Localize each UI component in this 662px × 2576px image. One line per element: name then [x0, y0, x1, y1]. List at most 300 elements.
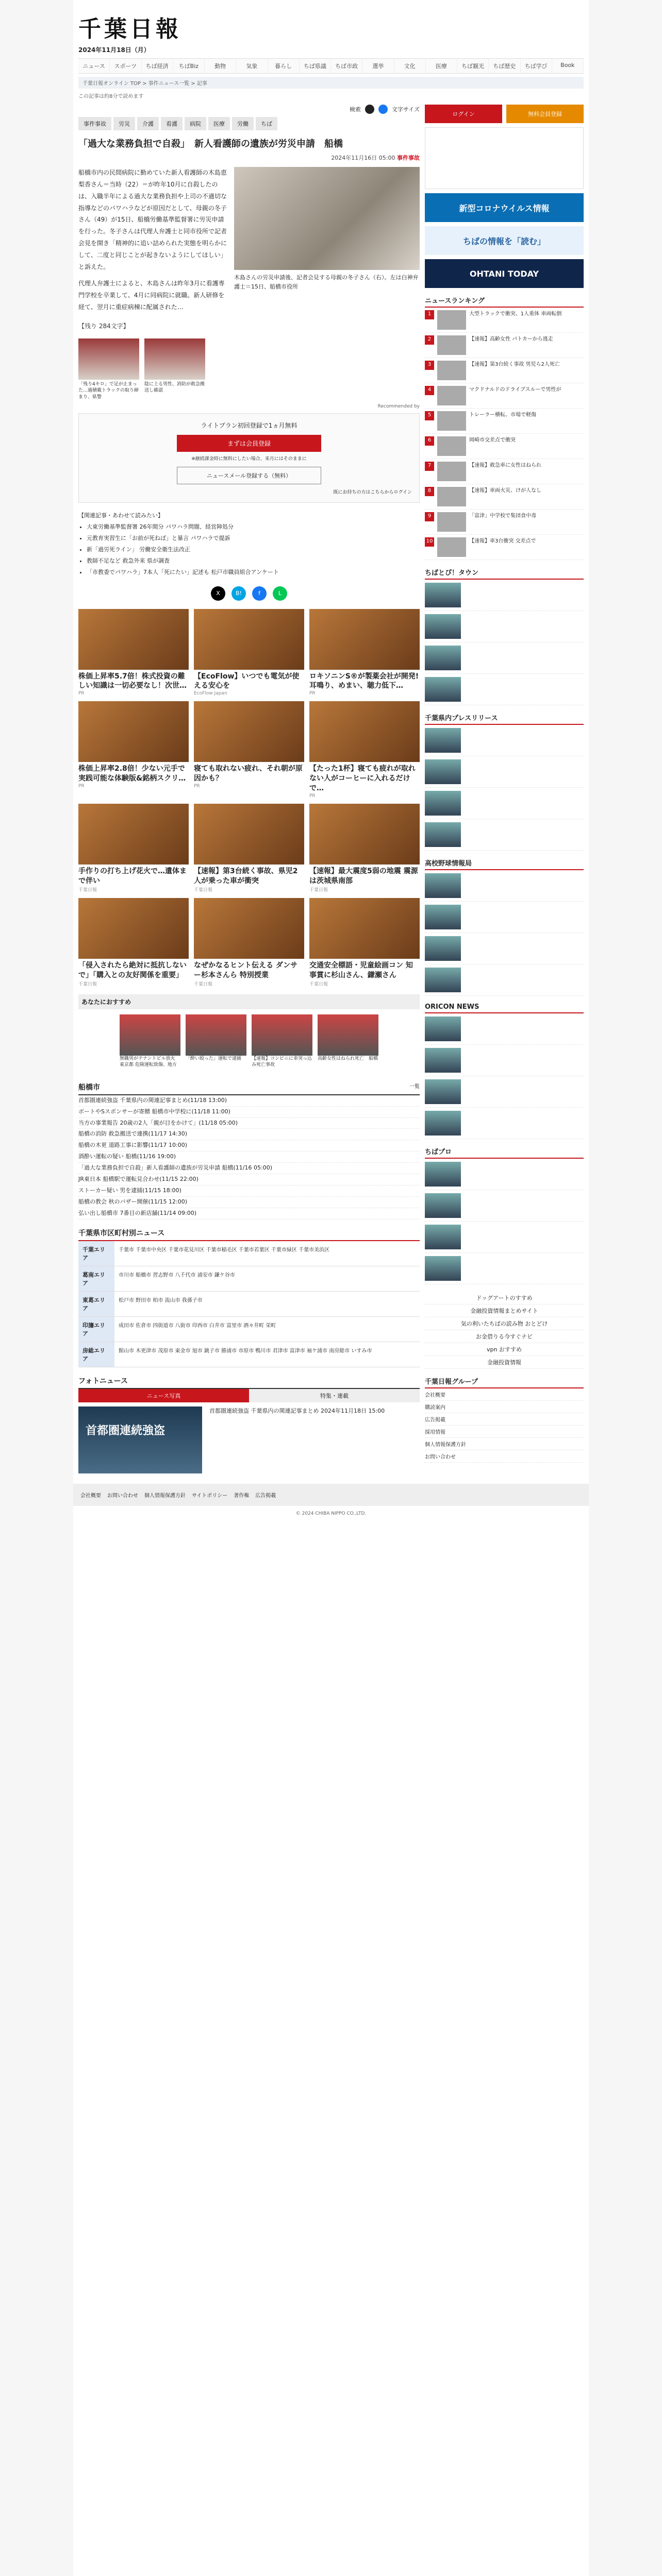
covid-banner[interactable]: 新型コロナウイルス情報	[425, 193, 584, 222]
group-link[interactable]: 採用情報	[425, 1426, 584, 1438]
rank-number: 7	[425, 462, 434, 471]
news-item[interactable]	[78, 1095, 420, 1107]
chibapro-image	[425, 1225, 461, 1249]
oricon-image	[425, 1048, 461, 1073]
page	[73, 0, 589, 2576]
ranking-list	[425, 308, 584, 560]
main-column	[78, 101, 420, 1473]
chibapro-image	[425, 1193, 461, 1218]
news-date: (11/15 18:00)	[142, 1187, 181, 1194]
news-title: ボートやSスポンサーが寄贈 船橋市中学校に	[78, 1108, 192, 1115]
recommend-title: 【速報】コンビニに車突っ込み死亡事故	[252, 1056, 312, 1068]
school-image	[425, 905, 461, 929]
nav-item[interactable]: ちば学び	[521, 59, 552, 73]
area-name: 房総エリア	[78, 1342, 114, 1367]
rank-number: 3	[425, 361, 434, 370]
x-icon[interactable]: X	[211, 586, 225, 601]
recommend-item[interactable]	[252, 1014, 312, 1069]
rank-number: 1	[425, 310, 434, 319]
signup-button[interactable]: 無料会員登録	[506, 105, 584, 123]
card-title: 【たった1杯】寝ても疲れが取れない人がコーヒーに入れるだけで…	[309, 765, 416, 793]
oricon-item[interactable]	[425, 1013, 584, 1045]
rank-number: 2	[425, 335, 434, 345]
area-cities[interactable]: 館山市 木更津市 茂原市 東金市 旭市 銚子市 勝浦市 市原市 鴨川市 君津市 富津市 袖ケ浦市 南房総市 いすみ市	[119, 1348, 372, 1354]
photo-caption[interactable]: 首都圏連続強盗 千葉県内の関連記事まとめ 2024年11月18日 15:00	[209, 1407, 385, 1414]
news-date: (11/18 05:00)	[198, 1119, 238, 1126]
area-heading: 千葉県市区町村別ニュース	[78, 1229, 165, 1238]
news-title: 船橋の消防 救急搬送で連携	[78, 1130, 148, 1138]
oricon-image	[425, 1016, 461, 1041]
ranking-item[interactable]	[425, 333, 584, 358]
tool-row	[78, 105, 420, 114]
newsletter-button[interactable]: ニュースメール登録する（無料）	[177, 467, 321, 484]
recommend-item[interactable]	[318, 1014, 378, 1069]
side-link[interactable]: 気の利いたちばの読み物 おとどけ	[425, 1317, 584, 1330]
talk-item[interactable]	[425, 580, 584, 611]
rank-number: 4	[425, 386, 434, 395]
news-item[interactable]	[78, 1197, 420, 1208]
area-row	[78, 1266, 420, 1292]
footer-link[interactable]: サイトポリシー	[192, 1493, 228, 1499]
ranking-item[interactable]	[425, 358, 584, 383]
footer-link[interactable]: 著作権	[234, 1493, 250, 1499]
card-title: 寝ても取れない疲れ、それ朝が原因かも？	[194, 765, 303, 783]
card-image	[194, 898, 304, 959]
oricon-image	[425, 1079, 461, 1104]
tag[interactable]: 事件事故	[78, 117, 111, 130]
group-link[interactable]: 会社概要	[425, 1388, 584, 1401]
oricon-item[interactable]	[425, 1108, 584, 1139]
card-source: 千葉日報	[309, 887, 328, 893]
chibapro-item[interactable]	[425, 1190, 584, 1222]
group-links	[425, 1388, 584, 1463]
news-title: 当方の事業報告 20歳の2人「親が目をかけて」	[78, 1119, 199, 1126]
article-tag[interactable]: 事件事故	[397, 155, 420, 162]
footer-link[interactable]: 個人情報保護方針	[144, 1493, 186, 1499]
rank-title: トレーラー横転、市場で軽傷	[469, 412, 536, 418]
sidebar	[425, 101, 584, 1473]
news-item[interactable]	[78, 1208, 420, 1219]
group-link[interactable]: お問い合わせ	[425, 1450, 584, 1463]
area-name: 印旛エリア	[78, 1317, 114, 1342]
news-item[interactable]	[78, 1107, 420, 1118]
area-row	[78, 1342, 420, 1367]
font-size-label[interactable]: 文字サイズ	[391, 106, 420, 113]
school-image	[425, 936, 461, 961]
rank-number: 9	[425, 512, 434, 521]
card-title: 交通安全標語・児童絵画コン 知事賞に杉山さん、鎌瀬さん	[309, 961, 413, 979]
facebook-icon[interactable]: f	[252, 586, 267, 601]
talk-image	[425, 677, 461, 702]
card-title: 株価上昇率5.7倍！株式投資の難しい知識は一切必要なし！次世…	[78, 672, 187, 690]
recommend-image	[318, 1014, 378, 1056]
rank-number: 8	[425, 487, 434, 496]
recommend-image	[252, 1014, 312, 1056]
area-name: 葛南エリア	[78, 1266, 114, 1291]
remaining-chars: 【残り 284文字】	[78, 322, 129, 330]
article-title: 「過大な業務負担で自殺」 新人看護師の遺族が労災申請 船橋	[78, 139, 343, 149]
ad-card[interactable]	[194, 701, 304, 799]
ranking-item[interactable]	[425, 484, 584, 510]
side-link[interactable]: vpn おすすめ	[425, 1343, 584, 1356]
photo-news	[78, 1376, 420, 1473]
photo-caption: 木島さんの労災申請後、記者会見する母親の冬子さん（右）。左は白神弁護士＝15日、船橋市役所	[234, 274, 419, 290]
card-source: PR	[194, 784, 200, 789]
news-title: 「過大な業務負担で自殺」新人看護師の遺族が労災申請 船橋	[78, 1164, 234, 1172]
recommended-by: Recommended by	[377, 403, 420, 409]
talk-image	[425, 646, 461, 670]
nav-item[interactable]: スポーツ	[110, 59, 141, 73]
card-source: 千葉日報	[309, 981, 328, 987]
press-item[interactable]	[425, 756, 584, 788]
talk-item[interactable]	[425, 611, 584, 642]
tag-list	[78, 117, 420, 130]
ad-card[interactable]	[309, 701, 420, 799]
rank-image	[437, 462, 466, 481]
rank-title: 大型トラックで衝突、1人重体 車両転倒	[469, 311, 562, 317]
site-header	[73, 0, 589, 58]
ranking-item[interactable]	[425, 510, 584, 535]
line-icon[interactable]: L	[273, 586, 287, 601]
side-link[interactable]: お金借りる今すぐナビ	[425, 1330, 584, 1343]
area-row	[78, 1317, 420, 1342]
talk-list	[425, 580, 584, 705]
press-heading: 千葉県内プレスリリース	[425, 713, 584, 725]
thumb-item[interactable]	[144, 338, 205, 401]
news-title: 船橋の教会 秋のバザー開催	[78, 1198, 148, 1205]
oricon-item[interactable]	[425, 1045, 584, 1076]
nav-item[interactable]: 暮らし	[268, 59, 300, 73]
news-item[interactable]	[78, 1151, 420, 1163]
recommend-item[interactable]	[120, 1014, 180, 1069]
card-image	[309, 898, 420, 959]
nav-item[interactable]: 文化	[394, 59, 426, 73]
related-link[interactable]: • 元教育実習生に「お前が死ねば」と暴言 パワハラで提訴	[87, 533, 420, 544]
card-image	[78, 701, 189, 762]
press-item[interactable]	[425, 725, 584, 756]
hatena-icon[interactable]: B!	[231, 586, 246, 601]
rank-number: 5	[425, 411, 434, 420]
chibapro-heading: ちばプロ	[425, 1146, 584, 1159]
footer-link[interactable]: お問い合わせ	[107, 1493, 138, 1499]
thumb-image	[144, 338, 205, 380]
article-body	[78, 167, 228, 313]
press-image	[425, 791, 461, 816]
side-link[interactable]: 金融投資情報	[425, 1356, 584, 1369]
card-title: ロキソニンS®が製薬会社が開発!耳鳴り、めまい、聴力低下…	[309, 672, 419, 690]
ad-card[interactable]	[309, 609, 420, 697]
thumb-item[interactable]	[78, 338, 139, 401]
area-cities[interactable]: 市川市 船橋市 習志野市 八千代市 浦安市 鎌ケ谷市	[119, 1272, 235, 1278]
related-link[interactable]: • 教師不足など 救急外来 県が調査	[87, 555, 420, 567]
rank-image	[437, 361, 466, 380]
recommend-title: 無職男がテナントビル放火 東京都 危険運転致傷、地方	[120, 1056, 177, 1068]
card-image	[78, 804, 189, 865]
breadcrumb[interactable]: 千葉日報オンライン TOP > 事件ニュース一覧 > 記事	[78, 77, 584, 89]
rank-image	[437, 386, 466, 405]
press-item[interactable]	[425, 819, 584, 851]
photo-image[interactable]: 首都圏連続強盗	[78, 1406, 202, 1473]
ad-grid	[78, 609, 420, 987]
news-date: (11/17 10:00)	[148, 1142, 187, 1149]
nav-item[interactable]: ちば県議	[300, 59, 331, 73]
news-date: (11/15 22:00)	[159, 1175, 198, 1182]
side-links	[425, 1292, 584, 1369]
oricon-image	[425, 1111, 461, 1136]
news-more-link[interactable]: 一覧	[409, 1083, 420, 1090]
read-time: この記事は約8分で読めます	[78, 94, 144, 99]
news-date: (11/16 19:00)	[137, 1153, 176, 1160]
news-title: 首都圏連続強盗 千葉県内の関連記事まとめ	[78, 1096, 188, 1104]
card-source: 千葉日報	[194, 981, 213, 987]
card-image	[309, 701, 420, 762]
press-list	[425, 725, 584, 851]
card-source: 千葉日報	[78, 887, 97, 893]
school-item[interactable]	[425, 870, 584, 902]
tab-photo[interactable]: ニュース写真	[78, 1389, 249, 1402]
nav-item[interactable]: 動物	[205, 59, 236, 73]
nav-item[interactable]: 医療	[426, 59, 457, 73]
card-source: EcoFlow Japan	[194, 691, 227, 697]
rank-title: 「富津」中学校で集団食中毒	[469, 513, 536, 519]
press-item[interactable]	[425, 788, 584, 819]
rank-title: マクドナルドのドライブスルーで男性が	[469, 387, 561, 393]
ad-card[interactable]	[78, 804, 189, 893]
news-title: ストーカー疑い 男を逮捕	[78, 1187, 143, 1194]
rank-image	[437, 537, 466, 557]
nav-item[interactable]: Book	[552, 59, 584, 73]
news-date: (11/14 09:00)	[157, 1209, 196, 1216]
tag[interactable]: 労災	[113, 117, 135, 130]
group-heading: 千葉日報グループ	[425, 1376, 584, 1388]
news-item[interactable]	[78, 1174, 420, 1185]
global-nav	[78, 58, 584, 74]
card-image	[194, 701, 304, 762]
news-item[interactable]	[78, 1185, 420, 1197]
related-heading: 【関連記事・あわせて読みたい】	[78, 512, 163, 519]
nav-item[interactable]: ちば歴史	[489, 59, 520, 73]
tab-series[interactable]: 特集・連載	[249, 1389, 420, 1402]
footer-link[interactable]: 広告掲載	[255, 1493, 276, 1499]
rank-image	[437, 512, 466, 532]
card-image	[78, 609, 189, 670]
press-image	[425, 822, 461, 847]
nav-item[interactable]: 気象	[236, 59, 268, 73]
talk-image	[425, 583, 461, 607]
tag[interactable]: 病院	[185, 117, 206, 130]
nav-item[interactable]: 選挙	[362, 59, 394, 73]
tag[interactable]: 看護	[161, 117, 183, 130]
chibapro-image	[425, 1256, 461, 1281]
ranking-heading: ニュースランキング	[425, 295, 584, 308]
school-heading: 高校野球情報局	[425, 858, 584, 870]
read-banner[interactable]: ちばの情報を「読む」	[425, 226, 584, 255]
chibapro-list	[425, 1159, 584, 1284]
nav-item[interactable]: ニュース	[78, 59, 110, 73]
chibapro-item[interactable]	[425, 1159, 584, 1190]
search-label[interactable]: 検索	[349, 106, 361, 113]
card-source: PR	[78, 784, 85, 789]
rank-image	[437, 487, 466, 506]
card-title: なぜかなるヒント伝える ダンサー杉本さんら 特別授業	[194, 961, 298, 979]
news-title: 酒酔い運転の疑い 船橋	[78, 1153, 137, 1160]
rank-title: 【速報】救急車に女性はねられ	[469, 463, 541, 468]
news-date: (11/16 05:00)	[233, 1164, 272, 1172]
ad-card[interactable]	[78, 609, 189, 697]
related-link[interactable]: • 「市教委でパワハラ」7本人「死にたい」記述も 松戸市職員組合アンケート	[87, 567, 420, 578]
recommend-grid	[78, 1009, 420, 1074]
photo-heading: フォトニュース	[78, 1377, 128, 1385]
login-button[interactable]: ログイン	[425, 105, 502, 123]
tag[interactable]: 医療	[208, 117, 230, 130]
card-source: PR	[309, 691, 316, 697]
rank-number: 6	[425, 436, 434, 446]
thumb-image	[78, 338, 139, 380]
related-thumbs	[78, 338, 420, 401]
card-title: 株価上昇率2.8倍！少ない元手で実践可能な体験版&銘柄スクリ…	[78, 765, 186, 783]
article-meta	[78, 154, 420, 162]
news-item[interactable]	[78, 1118, 420, 1129]
rank-title: 【速報】車3台衝突 交差点で	[469, 538, 536, 544]
chibapro-item[interactable]	[425, 1253, 584, 1284]
news-item[interactable]	[78, 1129, 420, 1140]
group-link[interactable]: 個人情報保護方針	[425, 1438, 584, 1450]
ad-card[interactable]	[78, 898, 189, 987]
card-image	[309, 804, 420, 865]
group-link[interactable]: 購読案内	[425, 1401, 584, 1413]
press-image	[425, 728, 461, 753]
facebook-share-icon[interactable]	[378, 105, 388, 114]
card-source: 千葉日報	[78, 981, 97, 987]
news-date: (11/17 14:30)	[148, 1130, 187, 1138]
article-date: 2024年11月16日 05:00	[331, 155, 395, 162]
footer-link[interactable]: 会社概要	[80, 1493, 101, 1499]
card-source: PR	[78, 691, 85, 697]
rank-title: 【速報】高齢女性 パトカーから逃走	[469, 336, 553, 342]
login-link[interactable]: 既にお持ちの方はこちらからログイン	[333, 489, 412, 495]
nav-item[interactable]: ちばBiz	[173, 59, 205, 73]
school-item[interactable]	[425, 902, 584, 933]
tag[interactable]: 介護	[137, 117, 159, 130]
area-name: 東葛エリア	[78, 1292, 114, 1316]
school-item[interactable]	[425, 933, 584, 964]
rank-title: 岡崎市交差点で衝突	[469, 437, 516, 443]
talk-image	[425, 614, 461, 639]
tag[interactable]: ちば	[256, 117, 277, 130]
paywall	[78, 413, 420, 503]
news-title: 船橋の木更 道路工事に影響	[78, 1142, 148, 1149]
talk-item[interactable]	[425, 642, 584, 674]
x-share-icon[interactable]	[365, 105, 374, 114]
register-button[interactable]: まずは会員登録	[177, 435, 321, 452]
thumb-title: 陰に上る男性、消防が救急搬送し確認	[144, 381, 205, 394]
school-image	[425, 968, 461, 992]
ad-card[interactable]	[309, 804, 420, 893]
oricon-item[interactable]	[425, 1076, 584, 1108]
talk-heading: ちばとぴ！タウン	[425, 567, 584, 580]
talk-item[interactable]	[425, 674, 584, 705]
rank-title: 【速報】車両火災、けが人なし	[469, 488, 541, 494]
news-item[interactable]	[78, 1163, 420, 1174]
site-logo[interactable]: 千葉日報	[78, 16, 181, 42]
area-news	[78, 1228, 420, 1367]
ad-card[interactable]	[78, 701, 189, 799]
rank-number: 10	[425, 537, 434, 547]
side-link[interactable]: 金融投資情報まとめサイト	[425, 1304, 584, 1317]
press-image	[425, 759, 461, 784]
rank-image	[437, 310, 466, 330]
area-cities[interactable]: 成田市 佐倉市 四街道市 八街市 印西市 白井市 富里市 酒々井町 栄町	[119, 1323, 276, 1329]
ad-banner[interactable]	[425, 127, 584, 189]
news-title: JR東日本 船橋駅で運転見合わせ	[78, 1175, 160, 1182]
ranking-item[interactable]	[425, 308, 584, 333]
school-image	[425, 873, 461, 898]
chibapro-item[interactable]	[425, 1222, 584, 1253]
rank-title: 【速報】第3台続く事故 男児ら2人死亡	[469, 362, 560, 367]
area-row	[78, 1241, 420, 1266]
ranking-item[interactable]	[425, 459, 584, 484]
news-item[interactable]	[78, 1140, 420, 1151]
news-heading-label: 船橋市	[78, 1083, 100, 1092]
card-title: 【EcoFlow】いつでも電気が使える安心を	[194, 672, 300, 690]
area-row	[78, 1292, 420, 1317]
card-title: 【速報】最大震度5弱の地震 震源は茨城県南部	[309, 867, 418, 885]
recommend-title: 「酔い殴った」運転で逮捕	[186, 1056, 242, 1061]
card-image	[194, 804, 304, 865]
card-title: 「侵入されたら絶対に抵抗しないで」「購入との友好関係を重要」	[78, 961, 187, 979]
side-link[interactable]: ドッグアートのすすめ	[425, 1292, 584, 1304]
oricon-list	[425, 1013, 584, 1139]
related-link[interactable]: • 新「過労死ライン」 労働安全衛生法改正	[87, 544, 420, 555]
paywall-title: ライトプラン初回登録で1ヵ月無料	[201, 421, 297, 429]
group-link[interactable]: 広告掲載	[425, 1413, 584, 1426]
rank-image	[437, 436, 466, 456]
nav-item[interactable]: ちば経済	[142, 59, 173, 73]
area-name: 千葉エリア	[78, 1241, 114, 1266]
school-list	[425, 870, 584, 996]
recommend-image	[120, 1014, 180, 1056]
news-title: 弘い出し船橋市 7番目の新店舗	[78, 1209, 158, 1216]
area-cities[interactable]: 松戸市 野田市 柏市 流山市 我孫子市	[119, 1297, 203, 1303]
ranking-item[interactable]	[425, 434, 584, 459]
rank-image	[437, 335, 466, 355]
ranking-item[interactable]	[425, 535, 584, 560]
ad-card[interactable]	[194, 898, 304, 987]
ad-card[interactable]	[194, 804, 304, 893]
related-link[interactable]: • 大東労働基準監督署 26年間分 パワハラ問題、経営陣処分	[87, 521, 420, 533]
news-heading	[78, 1082, 420, 1095]
recommend-item[interactable]	[186, 1014, 246, 1069]
news-date: (11/15 12:00)	[148, 1198, 187, 1205]
card-image	[194, 609, 304, 670]
ad-card[interactable]	[309, 898, 420, 987]
ranking-item[interactable]	[425, 383, 584, 409]
recommend-heading: あなたにおすすめ	[78, 994, 420, 1009]
related-articles	[78, 510, 420, 578]
tag[interactable]: 労働	[232, 117, 254, 130]
card-image	[309, 609, 420, 670]
nav-item[interactable]: ちば市政	[331, 59, 362, 73]
article-photo[interactable]	[234, 167, 420, 270]
ohtani-banner[interactable]: OHTANI TODAY	[425, 259, 584, 288]
nav-item[interactable]: ちば観光	[457, 59, 489, 73]
area-cities[interactable]: 千葉市 千葉市中央区 千葉市花見川区 千葉市稲毛区 千葉市若葉区 千葉市緑区 千葉市美浜区	[119, 1247, 330, 1253]
ranking-item[interactable]	[425, 409, 584, 434]
card-source: PR	[309, 793, 316, 799]
ad-card[interactable]	[194, 609, 304, 697]
news-date: (11/18 11:00)	[191, 1108, 230, 1115]
school-item[interactable]	[425, 964, 584, 996]
